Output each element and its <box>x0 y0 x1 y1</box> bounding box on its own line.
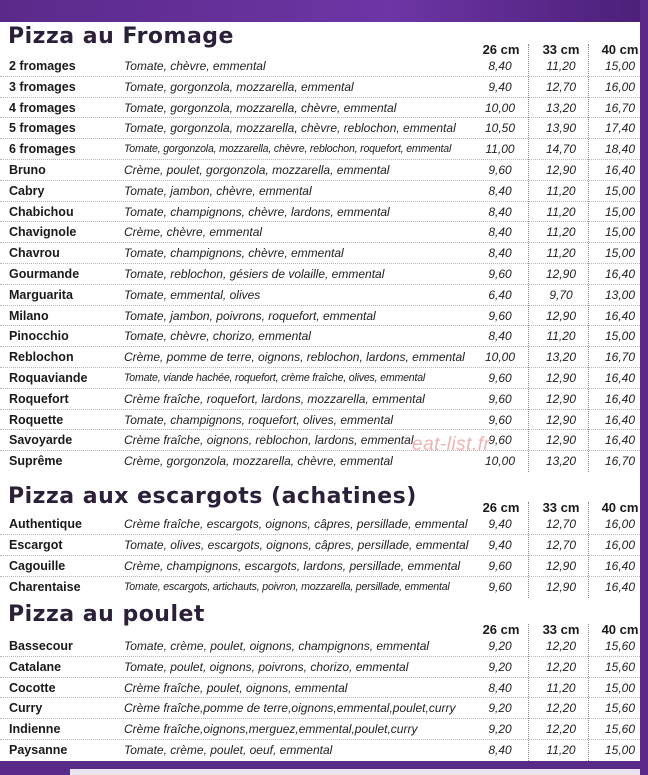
price-40cm: 16,00 <box>604 538 636 552</box>
section-title: Pizza aux escargots (achatines) <box>8 484 417 509</box>
price-40cm: 16,40 <box>604 433 636 448</box>
pizza-name: Curry <box>9 701 43 716</box>
price-26cm: 8,40 <box>488 59 512 73</box>
price-33cm: 12,20 <box>545 722 577 737</box>
pizza-name: Paysanne <box>9 743 68 757</box>
pizza-name: 4 fromages <box>9 100 76 115</box>
price-33cm: 12,20 <box>545 701 577 716</box>
price-40cm: 15,00 <box>604 183 636 198</box>
price-40cm: 16,00 <box>604 517 636 531</box>
price-26cm: 9,20 <box>488 722 512 737</box>
price-26cm: 10,00 <box>484 350 516 365</box>
price-40cm: 16,40 <box>604 580 636 594</box>
size-header: 26 cm <box>482 42 520 57</box>
pizza-name: Cabry <box>9 183 45 198</box>
pizza-ingredients: Tomate, gorgonzola, mozzarella, chèvre, reblochon, roquefort, emmental <box>124 143 452 156</box>
pizza-ingredients: Tomate, gorgonzola, mozzarella, chèvre, reblochon, emmental <box>124 121 456 136</box>
pizza-name: Cagouille <box>9 559 66 573</box>
price-26cm: 9,40 <box>488 517 512 531</box>
price-40cm: 15,00 <box>604 204 636 219</box>
price-26cm: 11,00 <box>485 142 515 157</box>
price-26cm: 10,00 <box>484 454 516 469</box>
price-26cm: 9,40 <box>488 79 512 94</box>
price-33cm: 11,20 <box>546 680 576 695</box>
section-title: Pizza au Fromage <box>8 24 234 49</box>
price-26cm: 9,60 <box>488 267 512 281</box>
price-33cm: 13,90 <box>545 121 577 136</box>
price-40cm: 16,40 <box>604 163 636 177</box>
pizza-ingredients: Crème, pomme de terre, oignons, reblochon, lardons, emmental <box>124 350 465 365</box>
section-title: Pizza au poulet <box>8 602 205 627</box>
price-40cm: 16,70 <box>604 350 636 365</box>
price-33cm: 13,20 <box>545 454 577 469</box>
pizza-name: Bruno <box>9 163 46 177</box>
pizza-name: 3 fromages <box>9 79 76 94</box>
pizza-ingredients: Tomate, champignons, chèvre, emmental <box>124 246 344 261</box>
pizza-name: Roquette <box>9 412 64 427</box>
pizza-ingredients: Crème, champignons, escargots, lardons, persillade, emmental <box>124 559 461 573</box>
price-26cm: 6,40 <box>488 287 512 302</box>
price-33cm: 11,20 <box>546 183 576 198</box>
price-26cm: 9,60 <box>488 412 512 427</box>
price-33cm: 12,70 <box>545 79 577 94</box>
price-40cm: 17,40 <box>604 121 636 136</box>
price-40cm: 18,40 <box>604 142 636 157</box>
price-40cm: 15,00 <box>604 743 636 757</box>
price-33cm: 12,90 <box>545 391 577 406</box>
menu-row <box>0 740 640 760</box>
price-26cm: 8,40 <box>488 680 512 695</box>
price-40cm: 13,00 <box>604 287 636 302</box>
price-26cm: 8,40 <box>488 246 512 261</box>
size-header: 33 cm <box>542 622 580 637</box>
price-40cm: 15,00 <box>604 680 636 695</box>
price-26cm: 8,40 <box>488 225 512 240</box>
menu-row <box>0 698 640 718</box>
price-33cm: 11,20 <box>546 59 576 73</box>
pizza-ingredients: Tomate, emmental, olives <box>124 287 261 302</box>
pizza-name: Indienne <box>9 722 61 737</box>
price-26cm: 10,00 <box>484 100 516 115</box>
price-26cm: 9,60 <box>488 580 512 594</box>
pizza-ingredients: Crème fraîche, escargots, oignons, câpres, persillade, emmental <box>124 517 468 531</box>
price-33cm: 12,70 <box>545 517 577 531</box>
price-33cm: 12,90 <box>545 308 577 323</box>
price-40cm: 16,40 <box>604 412 636 427</box>
pizza-ingredients: Tomate, jambon, poivrons, roquefort, emmental <box>124 308 376 323</box>
price-26cm: 9,60 <box>488 308 512 323</box>
pizza-name: 5 fromages <box>9 121 76 136</box>
price-40cm: 16,00 <box>604 79 636 94</box>
price-33cm: 12,90 <box>545 559 577 573</box>
price-33cm: 9,70 <box>549 287 573 302</box>
price-26cm: 9,60 <box>488 163 512 177</box>
pizza-ingredients: Tomate, jambon, chèvre, emmental <box>124 183 312 198</box>
menu-section <box>0 22 640 761</box>
price-26cm: 9,40 <box>488 538 512 552</box>
watermark: eat-list.fr <box>412 434 491 455</box>
pizza-ingredients: Tomate, gorgonzola, mozzarella, chèvre, emmental <box>124 100 397 115</box>
price-26cm: 9,20 <box>488 701 512 716</box>
pizza-ingredients: Tomate, champignons, chèvre, lardons, emmental <box>124 204 390 219</box>
pizza-ingredients: Tomate, chèvre, emmental <box>124 59 266 73</box>
price-26cm: 8,40 <box>488 743 512 757</box>
size-header: 40 cm <box>601 500 639 515</box>
menu-row <box>0 636 640 656</box>
pizza-ingredients: Tomate, reblochon, gésiers de volaille, emmental <box>124 267 385 281</box>
price-40cm: 16,40 <box>604 371 636 385</box>
bottom-border <box>0 761 648 775</box>
price-40cm: 15,00 <box>604 329 636 344</box>
price-33cm: 12,90 <box>545 433 577 448</box>
size-header: 26 cm <box>482 500 520 515</box>
price-26cm: 9,60 <box>488 371 512 385</box>
price-33cm: 12,20 <box>545 659 577 674</box>
pizza-ingredients: Tomate, crème, poulet, oignons, champignons, emmental <box>124 639 430 653</box>
price-33cm: 11,20 <box>546 743 576 757</box>
price-26cm: 8,40 <box>488 204 512 219</box>
top-border <box>0 0 648 22</box>
pizza-ingredients: Crème fraîche, roquefort, lardons, mozzarella, emmental <box>124 391 425 406</box>
pizza-name: Pinocchio <box>9 329 69 344</box>
pizza-name: Authentique <box>9 517 82 531</box>
pizza-name: Roquefort <box>9 391 69 406</box>
price-33cm: 12,90 <box>545 163 577 177</box>
price-33cm: 11,20 <box>546 329 576 344</box>
pizza-name: Suprême <box>9 454 63 469</box>
pizza-name: Roquaviande <box>9 371 88 385</box>
pizza-name: Cocotte <box>9 680 56 695</box>
bottom-border-inner <box>70 769 640 775</box>
price-26cm: 9,20 <box>488 659 512 674</box>
pizza-name: Chabichou <box>9 204 74 219</box>
pizza-name: Milano <box>9 308 49 323</box>
price-40cm: 15,00 <box>604 59 636 73</box>
pizza-ingredients: Tomate, gorgonzola, mozzarella, emmental <box>124 79 354 94</box>
price-33cm: 14,70 <box>545 142 577 157</box>
size-header: 33 cm <box>542 42 580 57</box>
pizza-ingredients: Tomate, olives, escargots, oignons, câpres, persillade, emmental <box>124 538 469 552</box>
pizza-ingredients: Tomate, champignons, roquefort, olives, emmental <box>124 412 394 427</box>
pizza-name: 2 fromages <box>9 59 76 73</box>
pizza-name: Escargot <box>9 538 63 552</box>
price-40cm: 15,60 <box>604 659 636 674</box>
pizza-name: Chavignole <box>9 225 77 240</box>
menu-page <box>0 22 640 761</box>
size-header: 33 cm <box>542 500 580 515</box>
menu-row <box>0 719 640 739</box>
price-33cm: 12,90 <box>545 371 577 385</box>
price-26cm: 9,60 <box>488 391 512 406</box>
pizza-ingredients: Tomate, viande hachée, roquefort, crème fraîche, olives, emmental <box>124 372 426 384</box>
pizza-ingredients: Crème fraîche, poulet, oignons, emmental <box>124 680 348 695</box>
price-33cm: 12,90 <box>545 412 577 427</box>
price-26cm: 10,50 <box>484 121 516 136</box>
pizza-name: Charentaise <box>9 580 81 594</box>
pizza-ingredients: Crème, chèvre, emmental <box>124 225 263 240</box>
menu-row <box>0 678 640 698</box>
pizza-ingredients: Tomate, poulet, oignons, poivrons, chorizo, emmental <box>124 659 409 674</box>
pizza-name: Savoyarde <box>9 433 73 448</box>
price-40cm: 15,60 <box>604 701 636 716</box>
price-26cm: 8,40 <box>488 329 512 344</box>
pizza-name: Gourmande <box>9 267 80 281</box>
pizza-ingredients: Crème, poulet, gorgonzola, mozzarella, emmental <box>124 163 390 177</box>
pizza-ingredients: Crème fraîche,oignons,merguez,emmental,poulet,curry <box>124 722 418 737</box>
size-header: 40 cm <box>601 42 639 57</box>
price-40cm: 16,40 <box>604 308 636 323</box>
price-33cm: 12,90 <box>545 267 577 281</box>
price-33cm: 11,20 <box>546 204 576 219</box>
price-40cm: 16,70 <box>604 100 636 115</box>
pizza-name: Reblochon <box>9 350 74 365</box>
pizza-name: Chavrou <box>9 246 60 261</box>
menu-row <box>0 657 640 677</box>
price-33cm: 12,20 <box>545 639 577 653</box>
price-40cm: 16,70 <box>604 454 636 469</box>
price-40cm: 15,60 <box>604 639 636 653</box>
price-40cm: 15,00 <box>604 225 636 240</box>
price-26cm: 9,20 <box>488 639 512 653</box>
pizza-ingredients: Tomate, escargots, artichauts, poivron, mozzarella, persillade, emmental <box>124 581 450 593</box>
price-26cm: 8,40 <box>488 183 512 198</box>
price-33cm: 11,20 <box>546 225 576 240</box>
pizza-ingredients: Tomate, chèvre, chorizo, emmental <box>124 329 311 344</box>
price-40cm: 16,40 <box>604 391 636 406</box>
price-40cm: 15,60 <box>604 722 636 737</box>
pizza-ingredients: Crème, gorgonzola, mozzarella, chèvre, emmental <box>124 454 393 469</box>
price-33cm: 12,70 <box>545 538 577 552</box>
price-40cm: 16,40 <box>604 267 636 281</box>
pizza-ingredients: Crème fraîche,pomme de terre,oignons,emmental,poulet,curry <box>124 701 456 716</box>
pizza-ingredients: Crème fraîche, oignons, reblochon, lardons, emmental <box>124 433 414 448</box>
price-40cm: 16,40 <box>604 559 636 573</box>
price-33cm: 11,20 <box>546 246 576 261</box>
pizza-name: Bassecour <box>9 639 73 653</box>
pizza-ingredients: Tomate, crème, poulet, oeuf, emmental <box>124 743 333 757</box>
pizza-name: 6 fromages <box>9 142 76 157</box>
price-26cm: 9,60 <box>488 559 512 573</box>
size-header: 26 cm <box>482 622 520 637</box>
price-26cm: 9,60 <box>488 433 512 448</box>
price-33cm: 13,20 <box>545 100 577 115</box>
price-33cm: 12,90 <box>545 580 577 594</box>
price-33cm: 13,20 <box>545 350 577 365</box>
size-header: 40 cm <box>601 622 639 637</box>
pizza-name: Marguarita <box>9 287 73 302</box>
pizza-name: Catalane <box>9 659 62 674</box>
price-40cm: 15,00 <box>604 246 636 261</box>
